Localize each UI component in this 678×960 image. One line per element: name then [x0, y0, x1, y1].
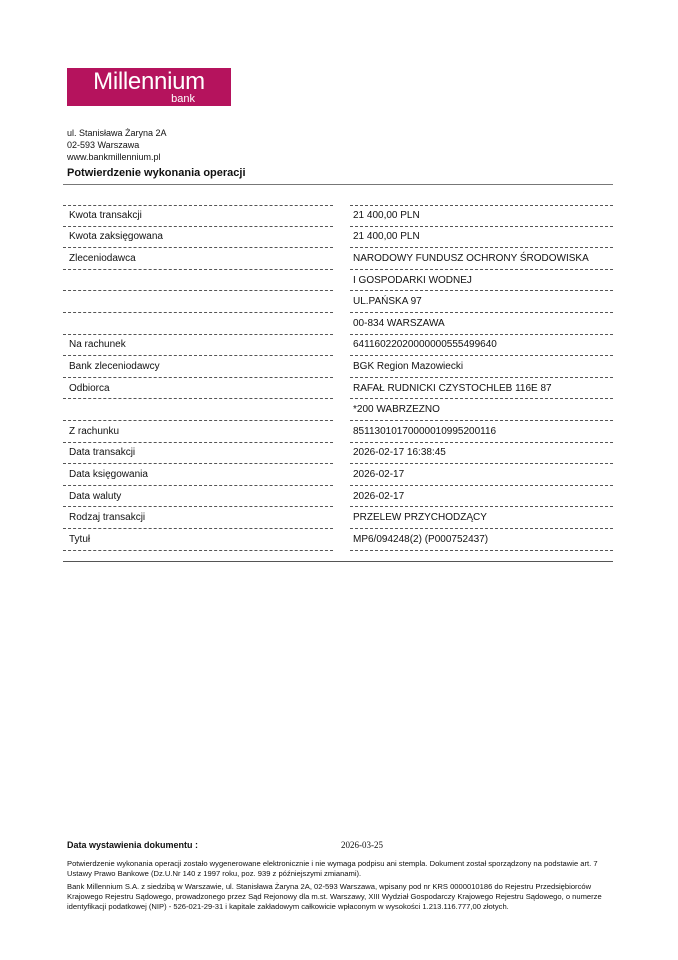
table-row — [63, 335, 613, 357]
row-value: PRZELEW PRZYCHODZĄCY — [350, 507, 613, 529]
row-gap — [333, 335, 350, 357]
row-label — [63, 291, 333, 313]
table-row — [63, 399, 613, 421]
row-label: Data waluty — [63, 486, 333, 508]
table-row — [63, 421, 613, 443]
row-label — [63, 270, 333, 292]
row-label: Data księgowania — [63, 464, 333, 486]
row-value: 64116022020000000555499640 — [350, 335, 613, 357]
logo-sub: bank — [171, 93, 195, 105]
address-website: www.bankmillennium.pl — [67, 152, 161, 162]
row-label: Odbiorca — [63, 378, 333, 400]
row-label: Tytuł — [63, 529, 333, 551]
row-value: 2026-02-17 — [350, 464, 613, 486]
row-label: Kwota zaksięgowana — [63, 227, 333, 249]
row-value: RAFAŁ RUDNICKI CZYSTOCHLEB 116E 87 — [350, 378, 613, 400]
row-gap — [333, 443, 350, 465]
table-row — [63, 291, 613, 313]
table-row — [63, 205, 613, 227]
row-gap — [333, 529, 350, 551]
row-label: Kwota transakcji — [63, 205, 333, 227]
row-value: 2026-02-17 16:38:45 — [350, 443, 613, 465]
row-label: Rodzaj transakcji — [63, 507, 333, 529]
title-divider — [63, 184, 613, 185]
issue-date-value: 2026-03-25 — [341, 840, 383, 850]
row-gap — [333, 205, 350, 227]
table-row — [63, 313, 613, 335]
row-value: UL.PAŃSKA 97 — [350, 291, 613, 313]
row-gap — [333, 486, 350, 508]
row-gap — [333, 291, 350, 313]
row-label: Na rachunek — [63, 335, 333, 357]
row-value: NARODOWY FUNDUSZ OCHRONY ŚRODOWISKA — [350, 248, 613, 270]
row-value: 00-834 WARSZAWA — [350, 313, 613, 335]
table-row — [63, 356, 613, 378]
row-label — [63, 313, 333, 335]
row-value: *200 WABRZEZNO — [350, 399, 613, 421]
table-row — [63, 529, 613, 551]
row-value: 21 400,00 PLN — [350, 227, 613, 249]
row-gap — [333, 313, 350, 335]
address-street: ul. Stanisława Żaryna 2A — [67, 128, 167, 138]
logo-name: Millennium — [93, 68, 205, 95]
table-row — [63, 248, 613, 270]
row-gap — [333, 270, 350, 292]
row-gap — [333, 421, 350, 443]
issue-date-label: Data wystawienia dokumentu : — [67, 840, 199, 850]
row-value: MP6/094248(2) (P000752437) — [350, 529, 613, 551]
table-row — [63, 507, 613, 529]
footer-legal: Bank Millennium S.A. z siedzibą w Warszawie, ul. Stanisława Żaryna 2A, 02-593 Warszawa, wpisany pod nr KRS 0000010186 do Rejestru Przedsiębiorców Krajowego Rejestru Sądowego, prowadzonego przez Sąd Rejonowy dla m.st. Warszawy, XIII Wydział Gospodarczy Krajowego Rejestru Sądowego, o numerze identyfikacji podatkowej (NIP) - 526-021-29-31 i kapitale zakładowym całkowicie wpłaconym w wysokości 1.213.116.777,00 złotych. — [67, 882, 602, 911]
row-label: Z rachunku — [63, 421, 333, 443]
bank-address — [67, 127, 167, 163]
transaction-details-table — [63, 205, 613, 551]
row-value: I GOSPODARKI WODNEJ — [350, 270, 613, 292]
row-label — [63, 399, 333, 421]
row-label: Bank zleceniodawcy — [63, 356, 333, 378]
row-gap — [333, 507, 350, 529]
table-bottom-divider — [63, 561, 613, 562]
row-value: 21 400,00 PLN — [350, 205, 613, 227]
row-gap — [333, 356, 350, 378]
document-title: Potwierdzenie wykonania operacji — [67, 167, 246, 179]
row-gap — [333, 399, 350, 421]
row-label: Zleceniodawca — [63, 248, 333, 270]
footer-notice: Potwierdzenie wykonania operacji zostało wygenerowane elektronicznie i nie wymaga podpisu ani stempla. Dokument został sporządzony na podstawie art. 7 Ustawy Prawo Bankowe (Dz.U.Nr 140 z 1997 roku, poz. 939 z późniejszymi zmianami). — [67, 859, 598, 878]
row-label: Data transakcji — [63, 443, 333, 465]
bank-logo — [67, 68, 231, 106]
address-city: 02-593 Warszawa — [67, 140, 140, 150]
row-value: BGK Region Mazowiecki — [350, 356, 613, 378]
table-row — [63, 270, 613, 292]
row-gap — [333, 227, 350, 249]
table-row — [63, 486, 613, 508]
row-gap — [333, 464, 350, 486]
row-value: 85113010170000010995200116 — [350, 421, 613, 443]
row-gap — [333, 248, 350, 270]
table-row — [63, 464, 613, 486]
table-row — [63, 443, 613, 465]
table-row — [63, 227, 613, 249]
row-gap — [333, 378, 350, 400]
row-value: 2026-02-17 — [350, 486, 613, 508]
table-row — [63, 378, 613, 400]
